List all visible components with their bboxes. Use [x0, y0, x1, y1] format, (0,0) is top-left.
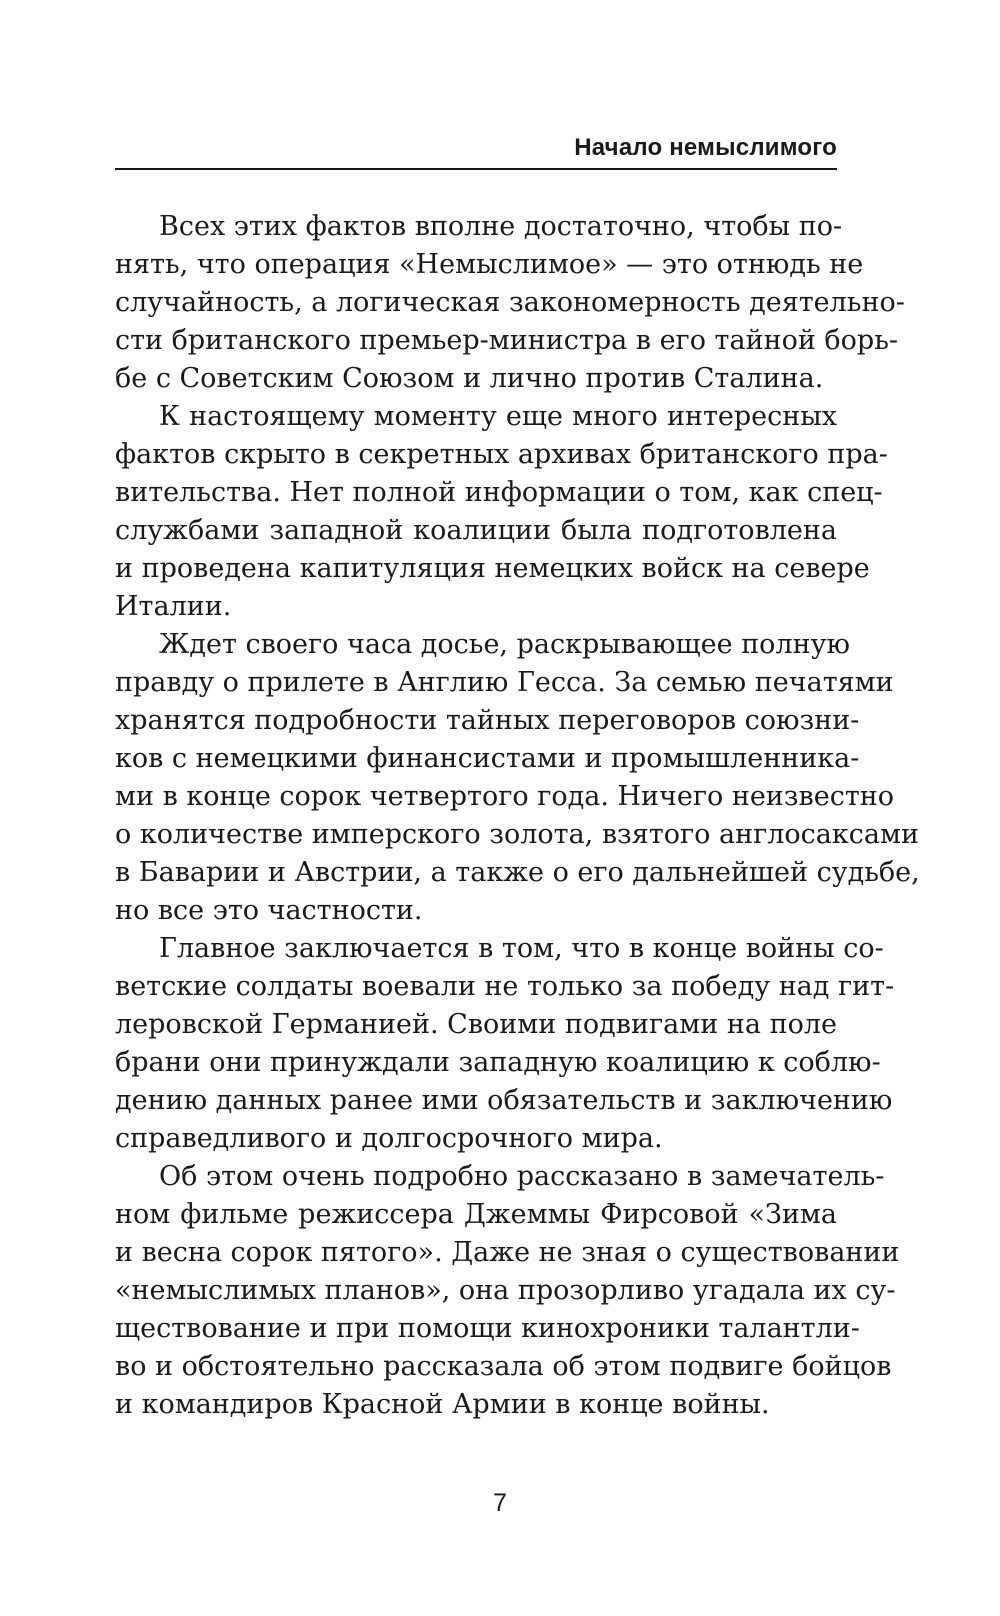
paragraph-3: [115, 626, 920, 930]
text-line: леровской Германией. Своими подвигами на поле: [115, 1009, 837, 1040]
text-line: ществование и при помощи кинохроники талантли-: [115, 1313, 860, 1344]
running-title: Начало немыслимого: [574, 134, 837, 161]
text-line: Об этом очень подробно рассказано в замечатель-: [159, 1161, 885, 1192]
text-line: службами западной коалиции была подготовлена: [115, 515, 837, 546]
text-line: брани они принуждали западную коалицию к соблю-: [115, 1047, 881, 1078]
text-line: Италии.: [115, 591, 232, 622]
running-header: [115, 128, 837, 170]
text-line: сти британского премьер-министра в его тайной борь-: [115, 325, 899, 356]
text-line: хранятся подробности тайных переговоров союзни-: [115, 705, 860, 736]
text-line: фактов скрыто в секретных архивах британского пра-: [115, 439, 888, 470]
body-text: [115, 208, 920, 1424]
paragraph-4: [115, 930, 895, 1158]
text-line: о количестве имперского золота, взятого англосаксами: [115, 819, 919, 850]
text-line: справедливого и долгосрочного мира.: [115, 1123, 663, 1154]
paragraph-2: [115, 398, 888, 626]
paragraph-1: [115, 208, 905, 398]
text-line: но все это частности.: [115, 895, 423, 926]
page-number: 7: [493, 1489, 507, 1517]
text-line: во и обстоятельно рассказала об этом подвиге бойцов: [115, 1351, 892, 1382]
text-line: и весна сорок пятого». Даже не зная о существовании: [115, 1237, 900, 1268]
text-line: ном фильме режиссера Джеммы Фирсовой «Зима: [115, 1199, 837, 1230]
text-line: ми в конце сорок четвертого года. Ничего неизвестно: [115, 781, 895, 812]
text-line: К настоящему моменту еще много интересных: [159, 401, 837, 432]
text-line: вительства. Нет полной информации о том, как спец-: [115, 477, 883, 508]
text-line: в Баварии и Австрии, а также о его дальнейшей судьбе,: [115, 857, 920, 888]
text-line: нять, что операция «Немыслимое» — это отнюдь не: [115, 249, 864, 280]
text-line: дению данных ранее ими обязательств и заключению: [115, 1085, 893, 1116]
text-line: Ждет своего часа досье, раскрывающее полную: [159, 629, 850, 660]
text-line: Всех этих фактов вполне достаточно, чтобы по-: [159, 211, 843, 242]
text-line: «немыслимых планов», она прозорливо угадала их су-: [115, 1275, 896, 1306]
paragraph-5: [115, 1158, 900, 1424]
text-line: случайность, а логическая закономерность деятельно-: [115, 287, 905, 318]
text-line: бе с Советским Союзом и лично против Сталина.: [115, 363, 824, 394]
text-line: Главное заключается в том, что в конце войны со-: [159, 933, 884, 964]
text-line: ков с немецкими финансистами и промышленника-: [115, 743, 860, 774]
text-line: правду о прилете в Англию Гесса. За семью печатями: [115, 667, 894, 698]
text-line: и проведена капитуляция немецких войск на севере: [115, 553, 870, 584]
text-line: ветские солдаты воевали не только за победу над гит-: [115, 971, 895, 1002]
text-line: и командиров Красной Армии в конце войны.: [115, 1389, 770, 1420]
